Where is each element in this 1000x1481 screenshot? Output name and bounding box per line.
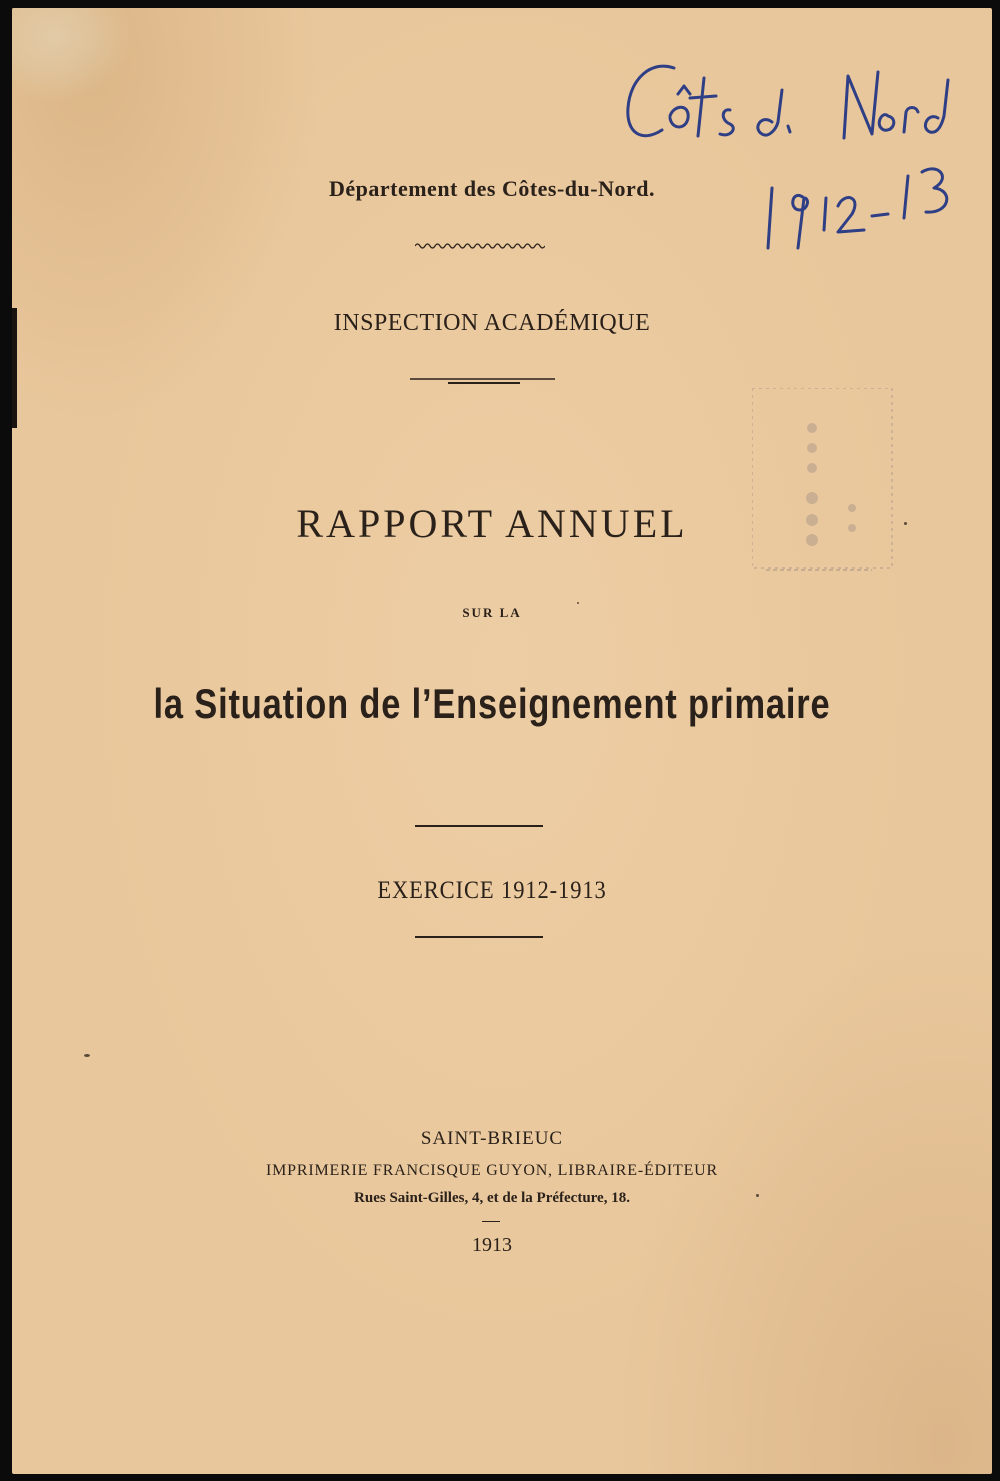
report-subject: la Situation de l’Enseignement primaire <box>153 680 831 727</box>
inspection-heading: INSPECTION ACADÉMIQUE <box>333 310 651 336</box>
paper-speck <box>577 602 579 604</box>
wavy-ornament <box>415 242 545 250</box>
title-connector: SUR LA <box>462 605 522 620</box>
paper-speck <box>904 522 907 525</box>
report-title: RAPPORT ANNUEL <box>296 501 688 546</box>
faint-library-stamp <box>752 388 902 578</box>
publication-city: SAINT-BRIEUC <box>420 1128 564 1149</box>
paper-speck <box>756 1194 759 1197</box>
department-heading: Département des Côtes-du-Nord. <box>328 176 655 201</box>
printer-address: Rues Saint-Gilles, 4, et de la Préfecture, 18. <box>354 1190 630 1206</box>
upper-rule <box>415 825 543 827</box>
publication-year: 1913 <box>472 1234 512 1256</box>
handwritten-annotation <box>612 38 972 268</box>
exercise-years: EXERCICE 1912-1913 <box>377 877 607 904</box>
double-rule-ornament <box>410 376 560 386</box>
small-dash <box>482 1221 500 1222</box>
cover-page <box>12 8 992 1474</box>
lower-rule <box>415 936 543 938</box>
paper-speck <box>84 1054 90 1057</box>
worn-corner <box>12 8 132 103</box>
printer-name: IMPRIMERIE FRANCISQUE GUYON, LIBRAIRE-ÉDITEUR <box>266 1162 718 1179</box>
